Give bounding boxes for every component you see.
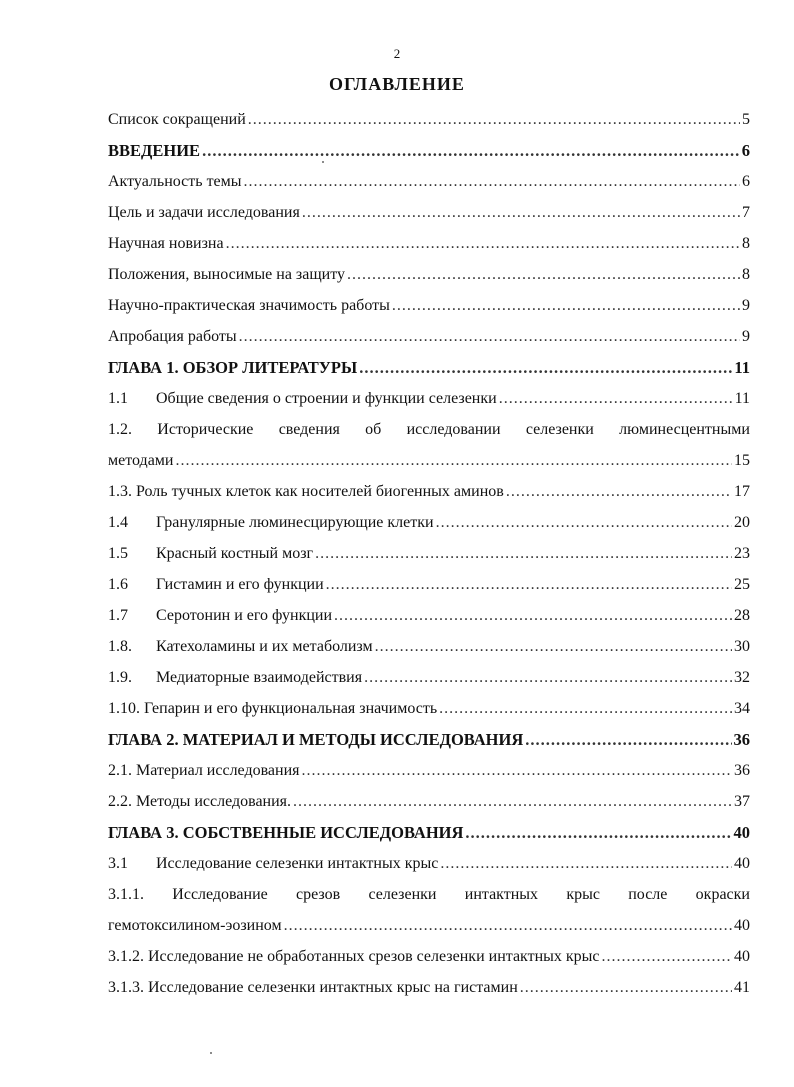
toc-entry[interactable] (108, 848, 750, 879)
dot-leader (248, 104, 740, 135)
toc-entry-word: 3.1.1. (108, 886, 144, 903)
toc-entry-page: 28 (734, 607, 750, 624)
toc-entry-page: 15 (734, 452, 750, 469)
toc-chapter-entry[interactable] (108, 817, 750, 848)
dot-leader (506, 476, 732, 507)
toc-entry-page: 6 (741, 141, 750, 160)
toc-entry[interactable] (108, 228, 750, 259)
dot-leader (440, 848, 732, 879)
toc-entry[interactable] (108, 166, 750, 197)
table-of-contents (108, 104, 750, 1003)
toc-entry-title: гемотоксилином-эозином (108, 917, 282, 934)
dot-leader (525, 724, 731, 755)
toc-entry-title: Красный костный мозг (156, 545, 314, 562)
toc-chapter-entry[interactable] (108, 352, 750, 383)
toc-entry-word: 1.2. (108, 421, 132, 438)
toc-entry-word: после (628, 886, 668, 903)
toc-entry-title: Серотонин и его функции (156, 607, 333, 624)
toc-entry-title: 2.2. Методы исследования. (108, 793, 292, 810)
toc-entry[interactable] (108, 321, 750, 352)
toc-entry-number: 1.8. (108, 638, 132, 655)
dot-leader (302, 197, 740, 228)
dot-leader (315, 538, 732, 569)
toc-entry-page: 41 (734, 979, 750, 996)
dot-leader (436, 507, 732, 538)
toc-entry-number: 3.1 (108, 855, 128, 872)
toc-entry-title: Исследование селезенки интактных крыс (156, 855, 439, 872)
toc-entry-title: ГЛАВА 2. МАТЕРИАЛ И МЕТОДЫ ИССЛЕДОВАНИЯ (108, 730, 524, 749)
toc-entry-number: 1.1 (108, 390, 128, 407)
toc-entry-page: 40 (733, 823, 750, 842)
toc-entry-word: Исторические (157, 421, 254, 438)
toc-entry-word: селезенки (525, 421, 594, 438)
dot-leader (499, 383, 733, 414)
toc-entry[interactable] (108, 910, 750, 941)
dot-leader (334, 600, 732, 631)
toc-entry[interactable] (108, 445, 750, 476)
dot-leader (602, 941, 732, 972)
dot-leader (347, 259, 740, 290)
toc-entry[interactable] (108, 972, 750, 1003)
toc-entry-page: 30 (734, 638, 750, 655)
toc-entry-title: Общие сведения о строении и функции селезенки (156, 390, 497, 407)
toc-entry[interactable] (108, 104, 750, 135)
toc-chapter-entry[interactable] (108, 724, 750, 755)
toc-entry-title: 1.3. Роль тучных клеток как носителей биогенных аминов (108, 483, 504, 500)
scan-speck (322, 161, 324, 163)
toc-entry-page: 34 (734, 700, 750, 717)
toc-entry-title: ГЛАВА 1. ОБЗОР ЛИТЕРАТУРЫ (108, 358, 358, 377)
toc-entry-page: 40 (734, 855, 750, 872)
toc-entry-title: Катехоламины и их метаболизм (156, 638, 373, 655)
toc-entry-page: 36 (733, 730, 750, 749)
toc-entry-title: 3.1.2. Исследование не обработанных срезов селезенки интактных крыс (108, 948, 600, 965)
page-title: ОГЛАВЛЕНИЕ (329, 74, 465, 94)
toc-entry-page: 32 (734, 669, 750, 686)
toc-entry-word: сведения (278, 421, 340, 438)
toc-entry-title: Медиаторные взаимодействия (156, 669, 363, 686)
dot-leader (302, 755, 732, 786)
dot-leader (465, 817, 731, 848)
dot-leader (520, 972, 732, 1003)
dot-leader (392, 290, 740, 321)
toc-entry-first-line (108, 414, 750, 445)
dot-leader (326, 569, 732, 600)
toc-entry-page: 11 (734, 390, 750, 407)
toc-entry-page: 9 (742, 328, 750, 345)
toc-entry-number: 1.5 (108, 545, 128, 562)
toc-entry-page: 7 (742, 204, 750, 221)
toc-entry-title: Апробация работы (108, 328, 237, 345)
toc-entry-page: 5 (742, 111, 750, 128)
toc-entry[interactable] (108, 259, 750, 290)
toc-entry-title: Список сокращений (108, 111, 246, 128)
dot-leader (293, 786, 732, 817)
dot-leader (375, 631, 732, 662)
dot-leader (202, 135, 740, 166)
toc-entry[interactable] (108, 786, 750, 817)
toc-entry-word: срезов (296, 886, 341, 903)
toc-entry[interactable] (108, 290, 750, 321)
toc-entry-first-line (108, 879, 750, 910)
toc-entry[interactable] (108, 197, 750, 228)
toc-entry[interactable] (108, 538, 750, 569)
toc-entry-title: ГЛАВА 3. СОБСТВЕННЫЕ ИССЛЕДОВАНИЯ (108, 823, 464, 842)
dot-leader (244, 166, 740, 197)
toc-entry-page: 17 (734, 483, 750, 500)
toc-entry-title: Положения, выносимые на защиту (108, 266, 346, 283)
dot-leader (364, 662, 732, 693)
toc-entry[interactable] (108, 569, 750, 600)
toc-entry[interactable] (108, 631, 750, 662)
toc-entry-title: Актуальность темы (108, 173, 242, 190)
dot-leader (284, 910, 732, 941)
toc-entry-title: Цель и задачи исследования (108, 204, 300, 221)
toc-entry-page: 40 (734, 948, 750, 965)
toc-entry[interactable] (108, 662, 750, 693)
dot-leader (439, 693, 732, 724)
toc-entry-page: 23 (734, 545, 750, 562)
toc-entry-word: исследовании (406, 421, 501, 438)
toc-entry-word: крыс (566, 886, 600, 903)
toc-entry-number: 1.4 (108, 514, 128, 531)
scan-speck (210, 1052, 212, 1054)
toc-entry-page: 8 (742, 266, 750, 283)
toc-entry-word: Исследование (172, 886, 268, 903)
dot-leader (239, 321, 740, 352)
toc-entry-title: 2.1. Материал исследования (108, 762, 300, 779)
toc-entry-title: методами (108, 452, 174, 469)
toc-entry[interactable] (108, 507, 750, 538)
dot-leader (359, 352, 732, 383)
toc-entry-page: 6 (742, 173, 750, 190)
toc-entry-number: 1.6 (108, 576, 128, 593)
toc-entry-title: 1.10. Гепарин и его функциональная значимость (108, 700, 438, 717)
toc-entry[interactable] (108, 383, 750, 414)
toc-entry-page: 8 (742, 235, 750, 252)
toc-entry-page: 40 (734, 917, 750, 934)
toc-entry-page: 25 (734, 576, 750, 593)
toc-entry-number: 1.7 (108, 607, 128, 624)
dot-leader (175, 445, 732, 476)
toc-entry-title: Научно-практическая значимость работы (108, 297, 390, 314)
toc-entry[interactable] (108, 755, 750, 786)
toc-entry-page: 9 (742, 297, 750, 314)
toc-entry-page: 11 (734, 358, 750, 377)
toc-entry[interactable] (108, 941, 750, 972)
toc-entry-word: селезенки (368, 886, 437, 903)
toc-chapter-entry[interactable] (108, 135, 750, 166)
toc-entry-title: Гистамин и его функции (156, 576, 324, 593)
toc-entry-word: люминесцентными (619, 421, 750, 438)
toc-entry-page: 20 (734, 514, 750, 531)
toc-entry[interactable] (108, 476, 750, 507)
toc-entry-page: 37 (734, 793, 750, 810)
toc-entry-word: об (365, 421, 382, 438)
toc-entry[interactable] (108, 693, 750, 724)
toc-entry[interactable] (108, 600, 750, 631)
toc-entry-word: интактных (464, 886, 539, 903)
toc-entry-word: окраски (695, 886, 750, 903)
dot-leader (226, 228, 740, 259)
toc-entry-title: Гранулярные люминесцирующие клетки (156, 514, 434, 531)
toc-entry-title: ВВЕДЕНИЕ (108, 141, 201, 160)
toc-entry-title: Научная новизна (108, 235, 224, 252)
toc-entry-number: 1.9. (108, 669, 132, 686)
toc-entry-page: 36 (734, 762, 750, 779)
page-number: 2 (393, 46, 401, 61)
toc-entry-title: 3.1.3. Исследование селезенки интактных крыс на гистамин (108, 979, 518, 996)
